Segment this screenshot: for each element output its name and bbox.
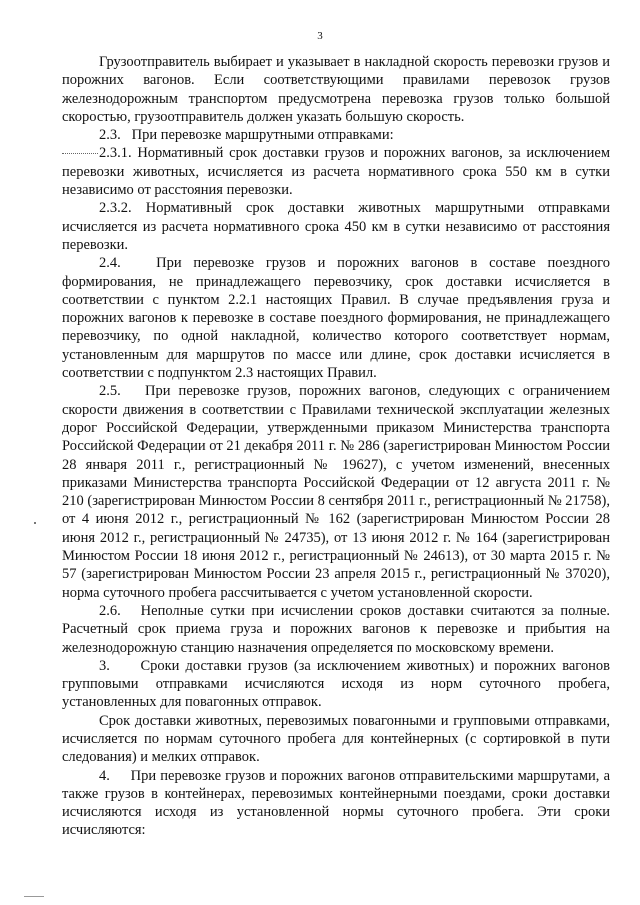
document-body [62,53,610,840]
paragraph-2-4: 2.4. При перевозке грузов и порожних вагонов в составе поездного формирования, не принадлежащего перевозчику, срок доставки исчисляется в соответствии с пунктом 2.2.1 настоящих Правил. В случае предъявления груза и порожних вагонов к перевозке в составе поездного формирования, не принадлежащего перевозчику, по одной накладной, количество которого соответствует нормам, установленным для маршрутов по массе или длине, срок доставки исчисляется в соответствии с подпунктом 2.3 настоящих Правил. [62,255,610,382]
page-number: 3 [317,30,323,42]
paragraph-speed-choice: Грузоотправитель выбирает и указывает в накладной скорость перевозки грузов и порожних вагонов. Если соответствующими правилами перевозок грузов железнодорожным транспортом предусмотрена перевозка грузов только большой скоростью, грузоотправитель должен указать большую скорость. [62,54,610,125]
paragraph-2-3: 2.3. При перевозке маршрутными отправками: [99,127,394,144]
paragraph-animals: Срок доставки животных, перевозимых повагонными и групповыми отправками, исчисляется по нормам суточного пробега для контейнерных (с сортировкой в пути следования) и мелких отправок. [62,712,610,766]
paragraph-2-6: 2.6. Неполные сутки при исчислении сроков доставки считаются за полные. Расчетный срок приема груза и порожних вагонов к перевозке и прибытия на железнодорожную станцию назначения определяется по московскому времени. [62,602,610,656]
paragraph-4: 4. При перевозке грузов и порожних вагонов отправительскими маршрутами, а также грузов в контейнерах, перевозимых контейнерными поездами, сроки доставки исчисляются исходя из установленной нормы суточного пробега. Эти сроки исчисляются: [62,767,610,839]
paragraph-2-3-2: 2.3.2. Нормативный срок доставки животных маршрутными отправками исчисляется из расчета нормативного срока 450 км в сутки независимо от расстояния перевозки. [62,200,610,253]
paragraph-3: 3. Сроки доставки грузов (за исключением животных) и порожних вагонов групповыми отправками исчисляются исходя из норм суточного пробега, установленных для повагонных отправок. [62,657,610,711]
scan-speck [24,896,44,897]
scan-speck [34,522,36,524]
paragraph-2-3-1: 2.3.1. Нормативный срок доставки грузов и порожних вагонов, за исключением перевозки животных, исчисляется из расчета нормативного срока 550 км в сутки независимо от расстояния перевозки. [62,145,610,199]
paragraph-2-5: 2.5. При перевозке грузов, порожних вагонов, следующих с ограничением скорости движения в соответствии с Правилами технической эксплуатации железных дорог Российской Федерации, утвержденными приказом Министерства транспорта Российской Федерации от 21 декабря 2011 г. № 286 (зарегистрирован Минюстом России 28 января 2011 г., регистрационный № 19627), с учетом изменений, внесенных приказами Министерства транспорта Российской Федерации от 12 августа 2011 г. № 210 (зарегистрирован Минюстом России 8 сентября 2011 г., регистрационный № 21758), от 4 июня 2012 г., регистрационный № 162 (зарегистрирован Минюстом России 28 июня 2012 г., регистрационный № 24735), от 13 июня 2012 г. № 164 (зарегистрирован Минюстом России 18 июня 2012 г., регистрационный № 24613), от 30 марта 2015 г. № 57 (зарегистрирован Минюстом России 23 апреля 2015 г., регистрационный № 37020), норма суточного пробега рассчитывается с учетом установленной скорости. [62,383,610,601]
